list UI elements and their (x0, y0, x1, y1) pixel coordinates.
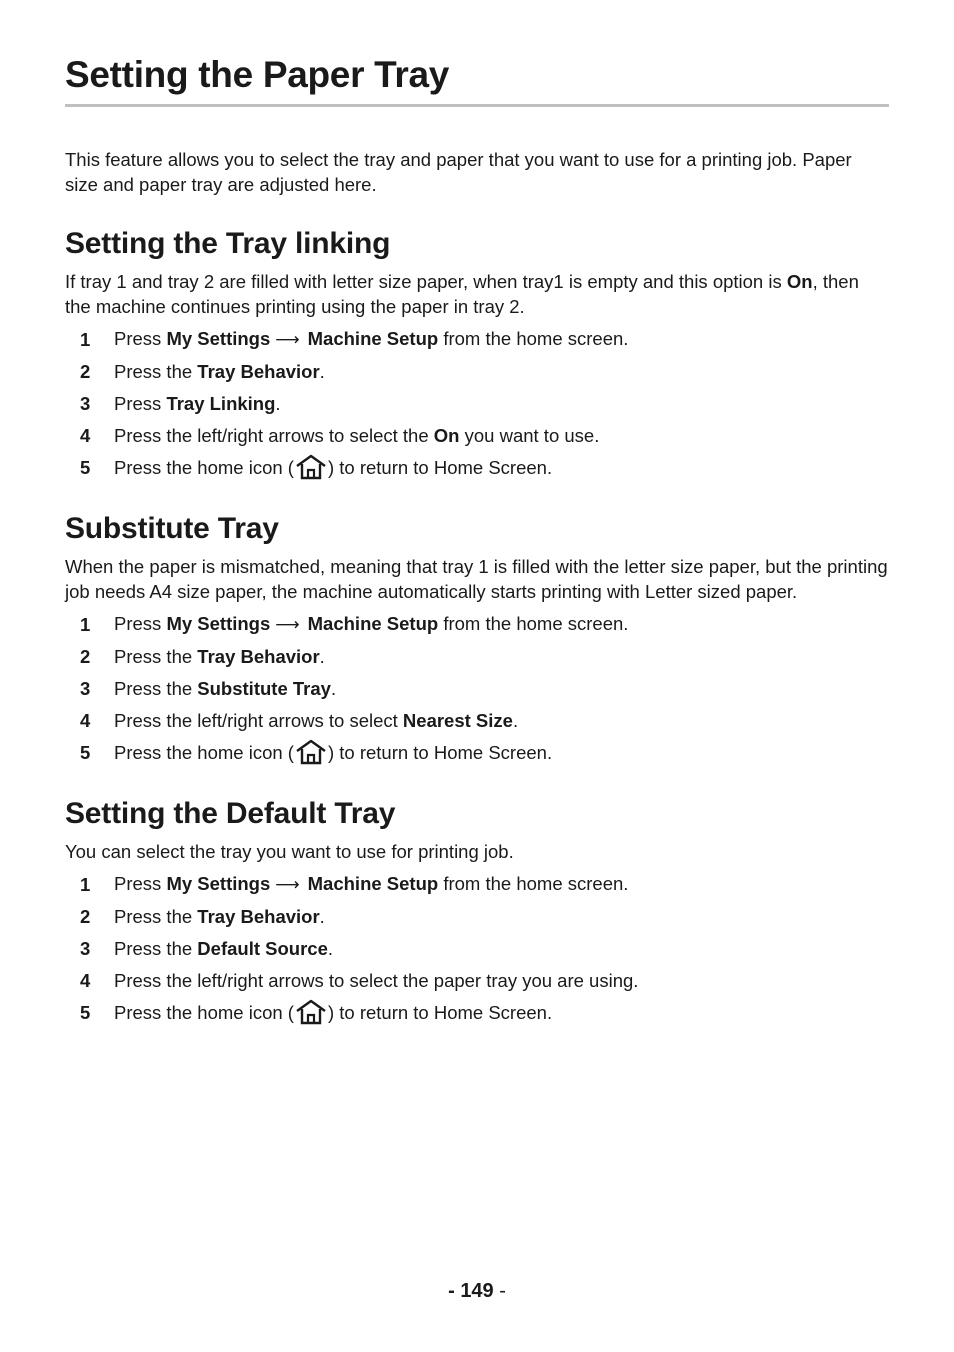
step-number: 4 (80, 710, 91, 731)
step-text: Press My Settings ⟶ Machine Setup from the home screen. (114, 608, 628, 641)
section-description: If tray 1 and tray 2 are filled with letter size paper, when tray1 is empty and this option is On, then the machine continues printing using the paper in tray 2. (65, 271, 859, 317)
step-number: 5 (80, 457, 91, 478)
step-text: Press the left/right arrows to select Nearest Size. (114, 710, 519, 731)
step-item (65, 737, 889, 769)
arrow-icon: ⟶ (275, 875, 300, 894)
step-text: Press Tray Linking. (114, 393, 281, 414)
arrow-icon: ⟶ (275, 330, 300, 349)
step-number: 2 (80, 361, 91, 382)
step-item (65, 673, 889, 705)
section-description: When the paper is mismatched, meaning that tray 1 is filled with the letter size paper, but the printing job needs A4 size paper, the machine automatically starts printing with Letter sized paper. (65, 556, 888, 602)
arrow-icon: ⟶ (275, 615, 300, 634)
step-number: 2 (80, 646, 91, 667)
section-heading: Setting the Tray linking (65, 227, 391, 260)
step-text: Press the home icon ( ) to return to Home Screen. (114, 997, 552, 1029)
step-text: Press the Tray Behavior. (114, 361, 325, 382)
step-number: 4 (80, 970, 91, 991)
step-number: 3 (80, 393, 91, 414)
step-number: 4 (80, 425, 91, 446)
home-icon (294, 999, 328, 1025)
step-item (65, 933, 889, 965)
step-text: Press the Substitute Tray. (114, 678, 337, 699)
step-number: 1 (80, 613, 91, 635)
step-item (65, 420, 889, 452)
home-icon (294, 454, 328, 480)
step-item (65, 608, 889, 641)
page-number-dash: - (493, 1280, 506, 1302)
step-text: Press the Tray Behavior. (114, 906, 325, 927)
step-text: Press the Tray Behavior. (114, 646, 325, 667)
section-heading: Substitute Tray (65, 512, 279, 545)
page-number: 149 (460, 1280, 494, 1302)
step-item (65, 705, 889, 737)
step-item (65, 997, 889, 1029)
section-tray-linking (65, 225, 889, 484)
step-item (65, 388, 889, 420)
step-item (65, 868, 889, 901)
page-number-dash: - (448, 1280, 461, 1302)
step-item (65, 356, 889, 388)
step-text: Press the home icon ( ) to return to Home Screen. (114, 452, 552, 484)
step-text: Press My Settings ⟶ Machine Setup from the home screen. (114, 868, 628, 901)
step-item (65, 901, 889, 933)
step-text: Press the Default Source. (114, 938, 333, 959)
steps-list (65, 868, 889, 1029)
step-text: Press the home icon ( ) to return to Home Screen. (114, 737, 552, 769)
step-number: 3 (80, 938, 91, 959)
step-number: 2 (80, 906, 91, 927)
steps-list (65, 323, 889, 484)
step-text: Press the left/right arrows to select the paper tray you are using. (114, 970, 639, 991)
section-substitute-tray (65, 510, 889, 769)
step-number: 1 (80, 328, 91, 350)
section-heading: Setting the Default Tray (65, 797, 396, 830)
step-number: 3 (80, 678, 91, 699)
page-title: Setting the Paper Tray (65, 52, 889, 107)
step-number: 5 (80, 1002, 91, 1023)
section-description: You can select the tray you want to use for printing job. (65, 841, 514, 862)
steps-list (65, 608, 889, 769)
step-item (65, 641, 889, 673)
step-number: 5 (80, 742, 91, 763)
step-text: Press the left/right arrows to select the On you want to use. (114, 425, 600, 446)
step-text: Press My Settings ⟶ Machine Setup from the home screen. (114, 323, 628, 356)
step-item (65, 452, 889, 484)
page-footer (0, 1280, 954, 1303)
step-item (65, 965, 889, 997)
home-icon (294, 739, 328, 765)
step-number: 1 (80, 873, 91, 895)
section-default-tray (65, 795, 889, 1029)
document-page (65, 52, 889, 1029)
intro-paragraph: This feature allows you to select the tray and paper that you want to use for a printing job. Paper size and paper tray are adjusted here. (65, 149, 852, 195)
step-item (65, 323, 889, 356)
